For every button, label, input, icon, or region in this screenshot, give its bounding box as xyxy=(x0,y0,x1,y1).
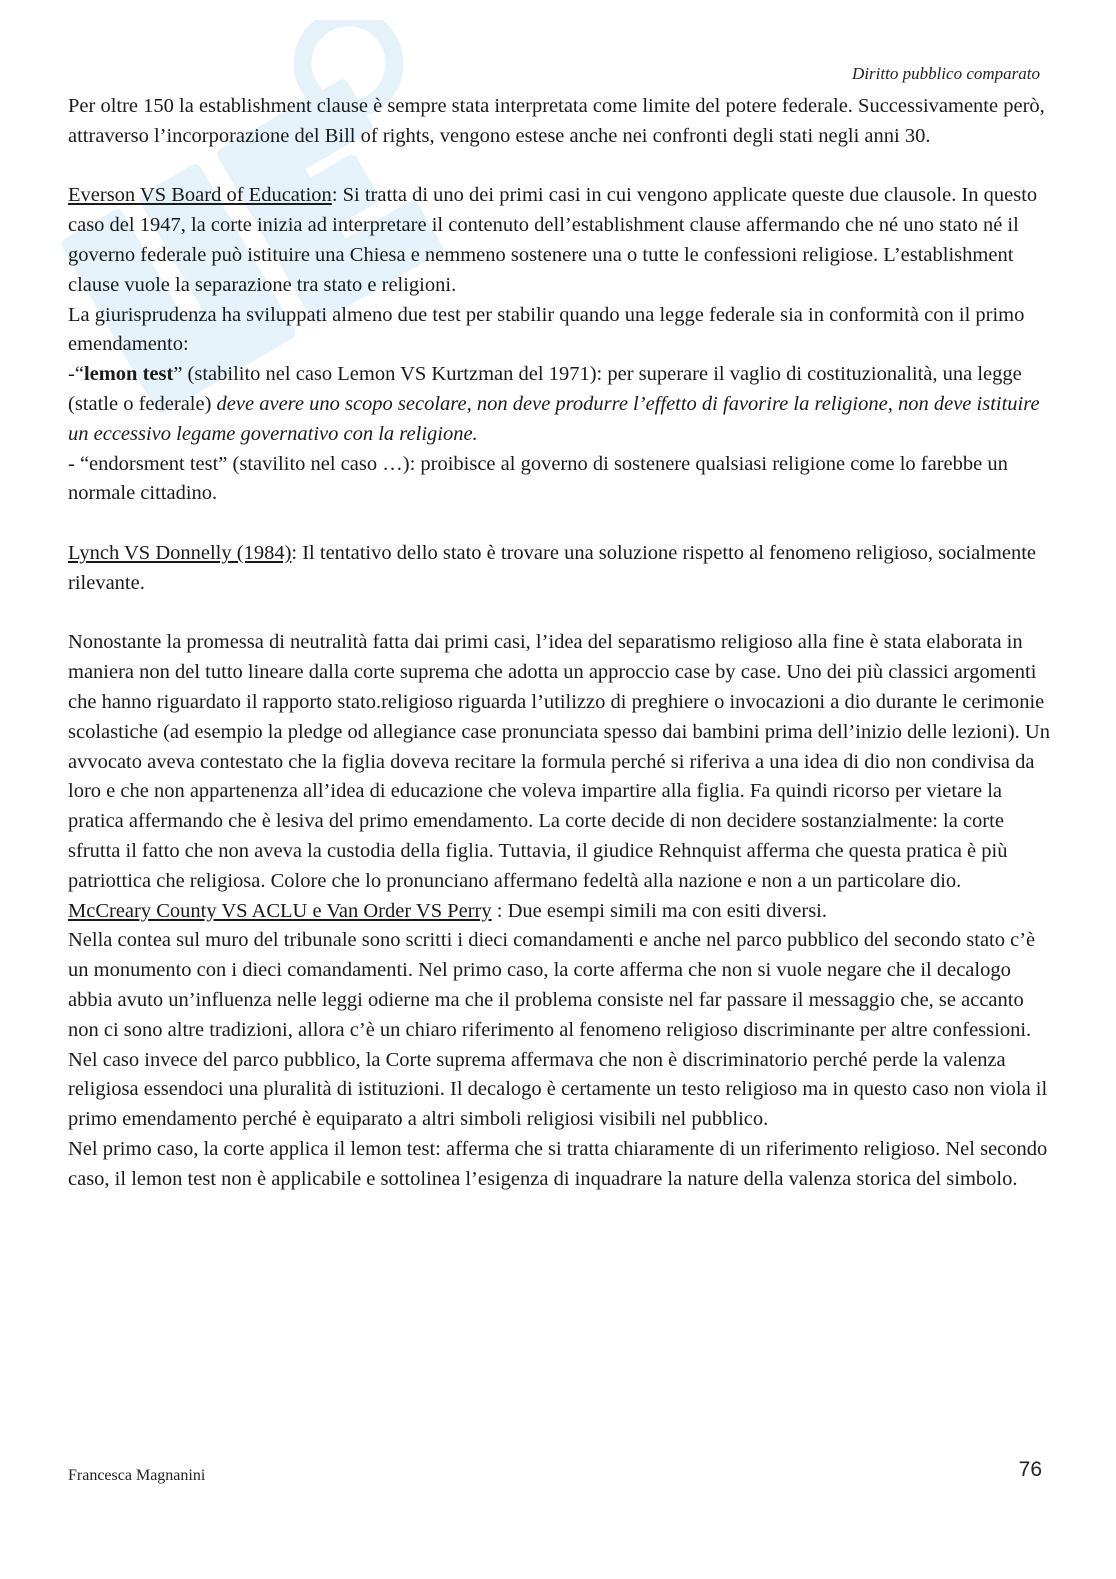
lemon-test-text: ” (stabilito nel caso Lemon VS Kurtzman del 1971): per superare il vaglio di costituzionalità, una legge (statle o federale) xyxy=(68,363,1022,415)
paragraph-lemon-test xyxy=(68,360,1053,449)
mccreary-text: : Due esempi simili ma con esiti diversi. xyxy=(491,899,827,922)
paragraph-mccreary xyxy=(68,897,1053,927)
everson-text: : Si tratta di uno dei primi casi in cui vengono applicate queste due clausole. In questo caso del 1947, la corte inizia ad interpretare il contenuto dell’establishment clause affermando che né uno stato né il governo federale può istituire una Chiesa e nemmeno sostenere una o tutte le confessioni religiose. L’establishment clause vuole la separazione tra stato e religioni. xyxy=(68,184,1038,296)
running-header: Diritto pubblico comparato xyxy=(852,64,1040,83)
document-body xyxy=(68,92,1053,1194)
lynch-text: : Il tentativo dello stato è trovare una soluzione rispetto al fenomeno religioso, socialmente rilevante. xyxy=(68,541,1037,594)
lemon-prefix: -“ xyxy=(68,363,84,386)
paragraph-gap xyxy=(68,599,1053,629)
case-title-lynch: Lynch VS Donnelly (1984) xyxy=(68,541,292,564)
paragraph-tests-intro: La giurisprudenza ha sviluppati almeno due test per stabilir quando una legge federale sia in conformità con il primo emendamento: xyxy=(68,303,1025,356)
footer-author: Francesca Magnanini xyxy=(68,1467,206,1484)
lemon-test-term: lemon test xyxy=(83,363,174,386)
paragraph-county-court: Nella contea sul muro del tribunale sono scritti i dieci comandamenti e anche nel parco pubblico del secondo stato c’è un monumento con i dieci comandamenti. Nel primo caso, la corte afferma che non si vuole negare che il decalogo abbia avuto un’influenza nelle leggi odierne ma che il problema consiste nel far passare il messaggio che, se accanto non ci sono altre tradizioni, allora c’è un chiaro riferimento al fenomeno religioso discriminante per altre confessioni. xyxy=(68,929,1036,1041)
lemon-test-criteria: deve avere uno scopo secolare, non deve produrre l’effetto di favorire la religione, non deve istituire un eccessivo legame governativo con la religione. xyxy=(68,392,1040,445)
paragraph-lynch xyxy=(68,539,1053,599)
paragraph-gap xyxy=(68,152,1053,182)
paragraph-everson xyxy=(68,181,1053,300)
paragraph-establishment-clause: Per oltre 150 la establishment clause è sempre stata interpretata come limite del potere federale. Successivamente però, attraverso l’incorporazione del Bill of rights, vengono estese anche nei confronti degli stati negli anni 30. xyxy=(68,95,1045,147)
paragraph-conclusion: Nel primo caso, la corte applica il lemon test: afferma che si tratta chiaramente di un riferimento religioso. Nel secondo caso, il lemon test non è applicabile e sottolinea l’esigenza di inquadrare la nature della valenza storica del simbolo. xyxy=(68,1137,1048,1190)
paragraph-neutrality: Nonostante la promessa di neutralità fatta dai primi casi, l’idea del separatismo religioso alla fine è stata elaborata in maniera non del tutto lineare dalla corte suprema che adotta un approccio case by case. Uno dei più classici argomenti che hanno riguardato il rapporto stato.religioso riguarda l’utilizzo di preghiere o invocazioni a dio durante le cerimonie scolastiche (ad esempio la pledge od allegiance case pronunciata spesso dai bambini prima dell’inizio delle lezioni). Un avvocato aveva contestato che la figlia doveva recitare la formula perché si riferiva a una idea di dio non condivisa da loro e che non appartenenza all’idea di educazione che voleva impartire alla figlia. Fa quindi ricorso per vietare la pratica affermando che è lesiva del primo emendamento. La corte decide di non decidere sostanzialmente: la corte sfrutta il fatto che non aveva la custodia della figlia. Tuttavia, il giudice Rehnquist afferma che questa pratica è più patriottica che religiosa. Colore che lo pronunciano affermano fedeltà alla nazione e non a un particolare dio. xyxy=(68,631,1050,892)
page-number: 76 xyxy=(1018,1458,1042,1481)
case-title-mccreary: McCreary County VS ACLU e Van Order VS Perry xyxy=(68,899,492,922)
case-title-everson: Everson VS Board of Education xyxy=(68,184,332,207)
paragraph-endorsment-test: - “endorsment test” (stavilito nel caso …): proibisce al governo di sostenere qualsiasi religione come lo farebbe un normale cittadino. xyxy=(68,452,1008,505)
paragraph-public-park: Nel caso invece del parco pubblico, la Corte suprema affermava che non è discriminatorio perché perde la valenza religiosa essendoci una pluralità di istituzioni. Il decalogo è certamente un testo religioso ma in questo caso non viola il primo emendamento perché è equiparato a altri simboli religiosi visibili nel pubblico. xyxy=(68,1048,1048,1131)
paragraph-gap xyxy=(68,509,1053,539)
